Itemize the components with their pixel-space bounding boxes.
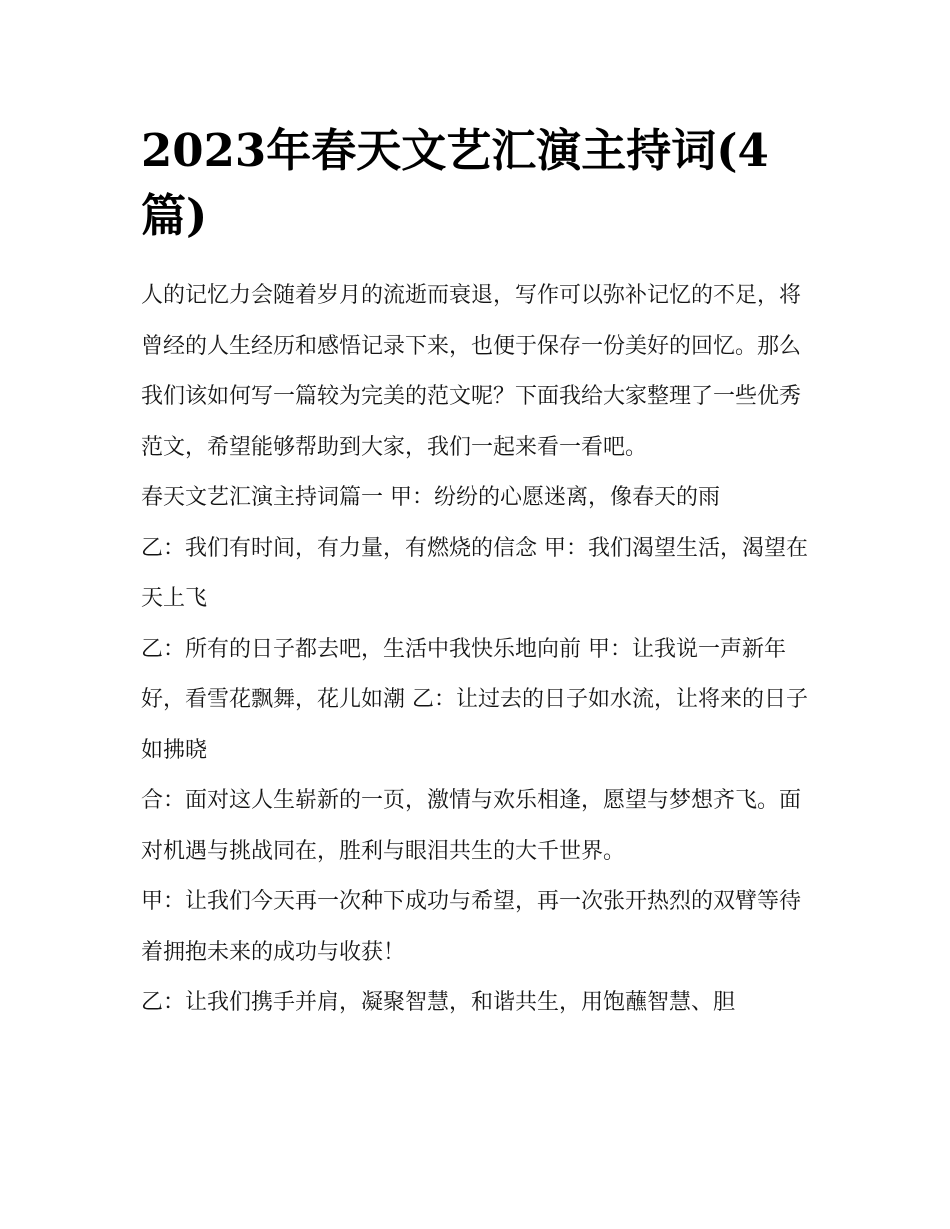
- paragraph-line: 春天文艺汇演主持词篇一 甲：纷纷的心愿迷离，像春天的雨: [141, 485, 720, 510]
- paragraph-intro: 人的记忆力会随着岁月的流逝而衰退，写作可以弥补记忆的不足，将曾经的人生经历和感悟记录下来，也便于保存一份美好的回忆。那么我们该如何写一篇较为完美的范文呢？下面我给大家整理了一些优秀范文，希望能够帮助到大家，我们一起来看一看吧。: [141, 283, 802, 460]
- paragraph-line: 甲：让我们今天再一次种下成功与希望，再一次张开热烈的双臂等待着拥抱未来的成功与收获！: [141, 889, 802, 965]
- paragraph-line: 合：面对这人生崭新的一页，激情与欢乐相逢，愿望与梦想齐飞。面对机遇与挑战同在，胜利与眼泪共生的大千世界。: [141, 788, 802, 864]
- document-content: [141, 118, 813, 1029]
- document-title: 2023年春天文艺汇演主持词(4篇): [141, 124, 769, 242]
- paragraph-line: 乙：所有的日子都去吧，生活中我快乐地向前 甲：让我说一声新年好，看雪花飘舞，花儿如潮 乙：让过去的日子如水流，让将来的日子如拂晓: [141, 636, 808, 763]
- document-body: [141, 271, 813, 1029]
- paragraph-line: 乙：我们有时间，有力量，有燃烧的信念 甲：我们渴望生活，渴望在天上飞: [141, 535, 808, 611]
- paragraph-line: 乙：让我们携手并肩，凝聚智慧，和谐共生，用饱蘸智慧、胆: [141, 990, 736, 1015]
